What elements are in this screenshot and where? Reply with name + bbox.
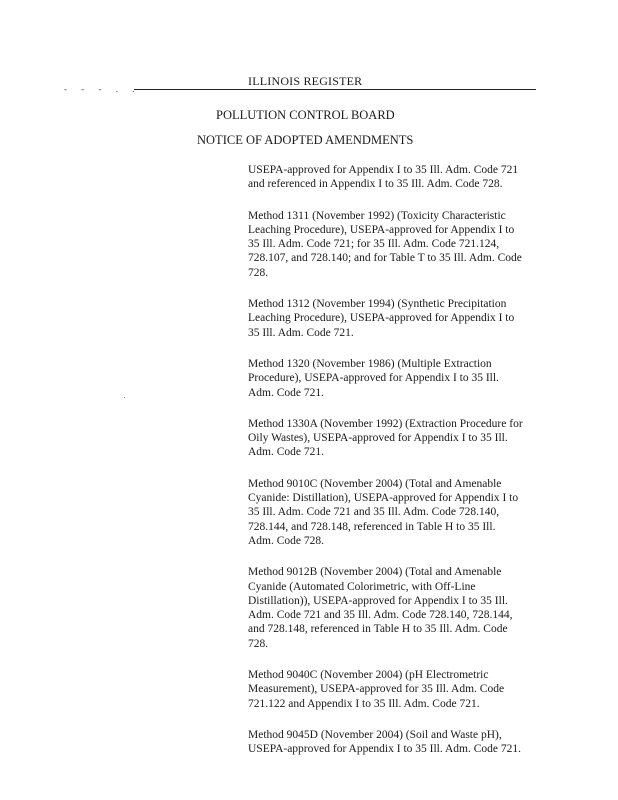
list-item: Method 9045D (November 2004) (Soil and Waste pH), USEPA-approved for Appendix I to 35 Ill. Adm. Code 721.: [248, 728, 522, 756]
margin-marks: - - - . .: [64, 84, 141, 94]
scan-speck: [124, 397, 125, 398]
list-item: Method 9012B (November 2004) (Total and Amenable Cyanide (Automated Colorimetric, with Off-Line Distillation)), USEPA-approved for Appendix I to 35 Ill. Adm. Code 721 and 35 Ill. Adm. Code 728.140, 728.144, and 728.148, referenced in Table H to 35 Ill. Adm. Code 728.: [248, 566, 513, 650]
list-item: USEPA-approved for Appendix I to 35 Ill. Adm. Code 721 and referenced in Appendix I to 35 Ill. Adm. Code 728.: [248, 164, 519, 191]
list-item: Method 9010C (November 2004) (Total and Amenable Cyanide: Distillation), USEPA-approved for Appendix I to 35 Ill. Adm. Code 721 and 35 Ill. Adm. Code 728.140, 728.144, and 728.148, referenced in Table H to 35 Ill. Adm. Code 728.: [248, 477, 519, 547]
list-item: Method 9040C (November 2004) (pH Electrometric Measurement), USEPA-approved for 35 Ill. Adm. Code 721.122 and Appendix I to 35 Ill. Adm. Code 721.: [248, 669, 505, 710]
list-item: Method 1311 (November 1992) (Toxicity Characteristic Leaching Procedure), USEPA-approved for Appendix I to 35 Ill. Adm. Code 721; for 35 Ill. Adm. Code 721.124, 728.107, and 728.140; and for Table T to 35 Ill. Adm. Code 728.: [248, 209, 522, 279]
list-item: Method 1330A (November 1992) (Extraction Procedure for Oily Wastes), USEPA-approved for Appendix I to 35 Ill. Adm. Code 721.: [248, 417, 523, 459]
list-item: Method 1320 (November 1986) (Multiple Extraction Procedure), USEPA-approved for Appendix I to 35 Ill. Adm. Code 721.: [248, 357, 499, 399]
board-title: POLLUTION CONTROL BOARD: [216, 108, 395, 122]
register-title: ILLINOIS REGISTER: [248, 74, 363, 88]
method-list: [248, 163, 548, 774]
header-rule: [134, 89, 536, 90]
list-item: Method 1312 (November 1994) (Synthetic Precipitation Leaching Procedure), USEPA-approved for Appendix I to 35 Ill. Adm. Code 721.: [248, 298, 515, 339]
notice-title: NOTICE OF ADOPTED AMENDMENTS: [197, 133, 414, 147]
